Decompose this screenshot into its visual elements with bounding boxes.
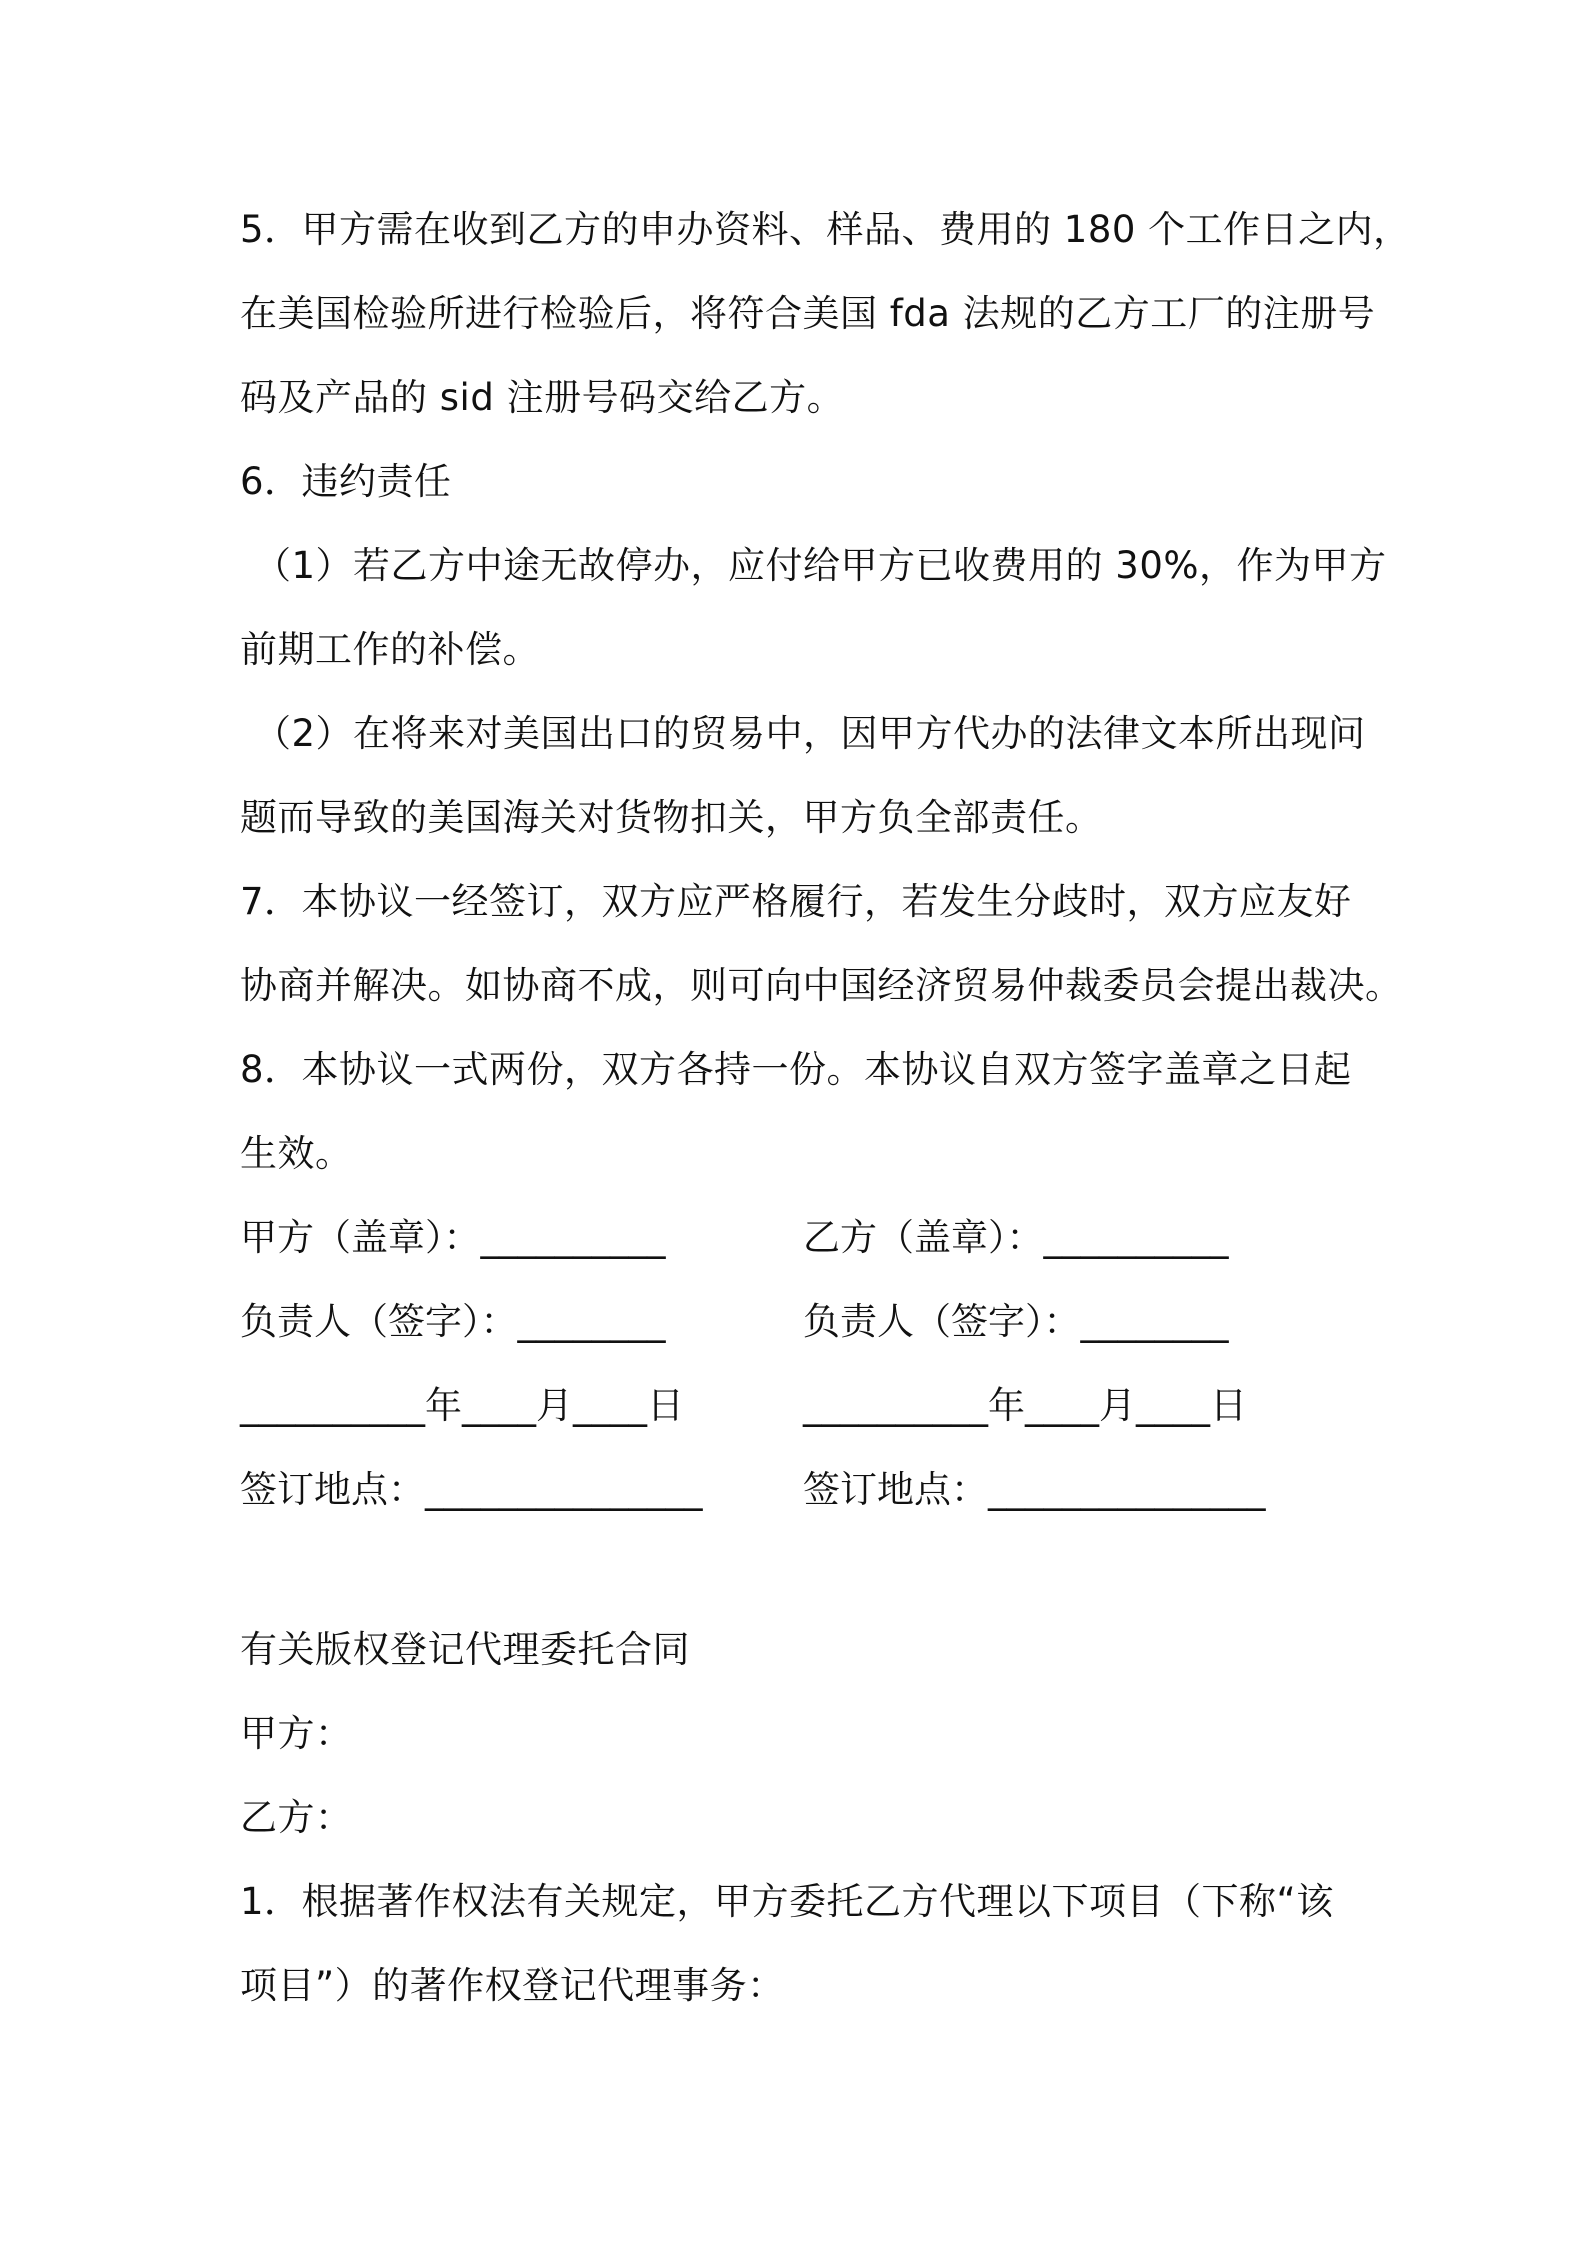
- second-contract-title: 有关版权登记代理委托合同: [240, 1628, 690, 1671]
- party-a-seal-field: 甲方（盖章）：__________: [240, 1216, 666, 1259]
- clause-6-item-1-line-2: 前期工作的补偿。: [240, 628, 540, 671]
- clause-7-line-1: 7．本协议一经签订，双方应严格履行，若发生分歧时，双方应友好: [240, 880, 1352, 923]
- second-contract-clause-1-line-1: 1．根据著作权法有关规定，甲方委托乙方代理以下项目（下称“该: [240, 1880, 1334, 1923]
- party-b-place-field: 签订地点：_______________: [803, 1468, 1266, 1511]
- second-contract-party-b: 乙方：: [240, 1796, 353, 1839]
- clause-6-item-2-line-2: 题而导致的美国海关对货物扣关，甲方负全部责任。: [240, 796, 1103, 839]
- clause-8-line-2: 生效。: [240, 1132, 353, 1175]
- clause-5-line-1: 5．甲方需在收到乙方的申办资料、样品、费用的 180 个工作日之内，: [240, 208, 1411, 251]
- second-contract-clause-1-line-2: 项目”）的著作权登记代理事务：: [240, 1964, 785, 2007]
- clause-8-line-1: 8．本协议一式两份，双方各持一份。本协议自双方签字盖章之日起: [240, 1048, 1352, 1091]
- clause-6-item-1-line-1: （1）若乙方中途无故停办，应付给甲方已收费用的 30%，作为甲方: [254, 544, 1387, 587]
- party-a-signer-field: 负责人（签字）：________: [240, 1300, 666, 1343]
- clause-7-line-2: 协商并解决。如协商不成，则可向中国经济贸易仲裁委员会提出裁决。: [240, 964, 1403, 1007]
- clause-5-line-3: 码及产品的 sid 注册号码交给乙方。: [240, 376, 845, 419]
- party-b-signer-field: 负责人（签字）：________: [803, 1300, 1229, 1343]
- party-a-place-field: 签订地点：_______________: [240, 1468, 703, 1511]
- party-a-date-field: __________年____月____日: [240, 1384, 684, 1427]
- clause-6-heading: 6．违约责任: [240, 460, 452, 503]
- second-contract-party-a: 甲方：: [240, 1712, 353, 1755]
- clause-6-item-2-line-1: （2）在将来对美国出口的贸易中，因甲方代办的法律文本所出现问: [254, 712, 1366, 755]
- clause-5-line-2: 在美国检验所进行检验后，将符合美国 fda 法规的乙方工厂的注册号: [240, 292, 1376, 335]
- party-b-date-field: __________年____月____日: [803, 1384, 1247, 1427]
- party-b-seal-field: 乙方（盖章）：__________: [803, 1216, 1229, 1259]
